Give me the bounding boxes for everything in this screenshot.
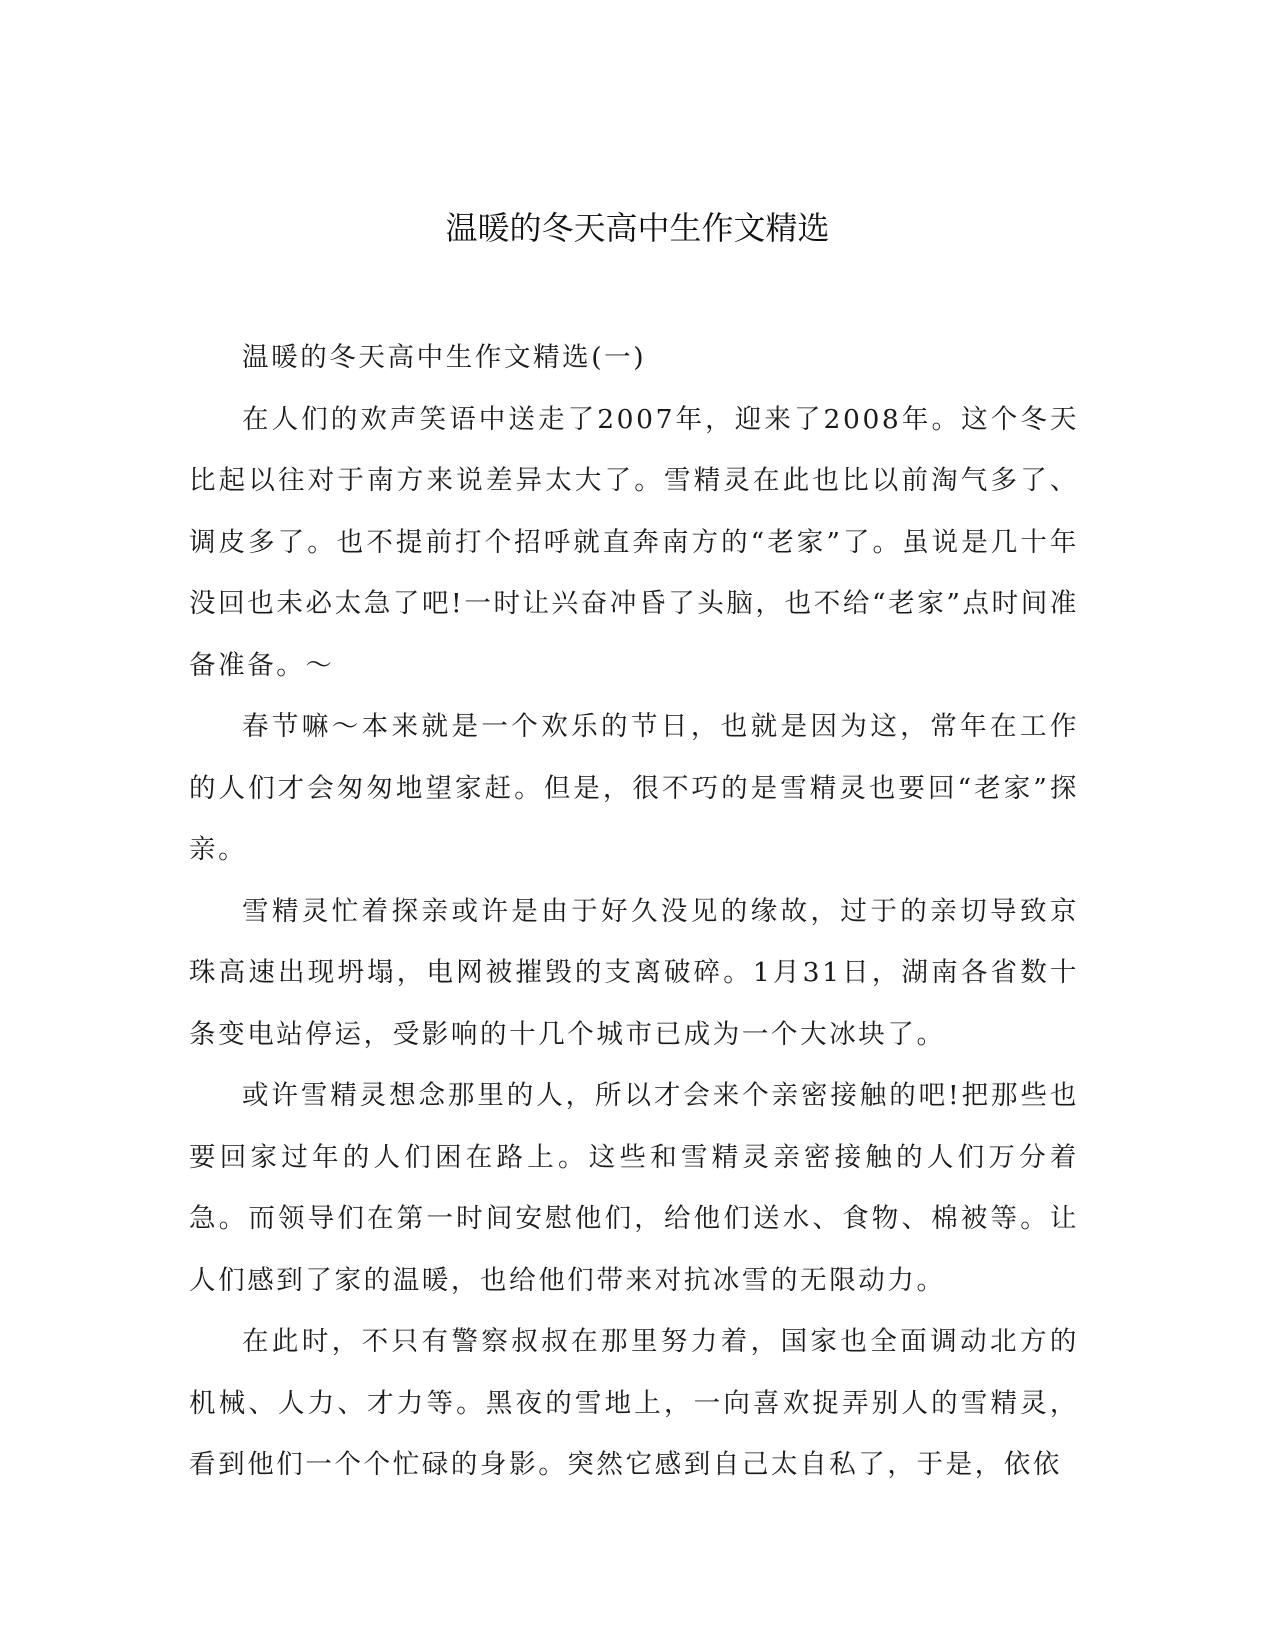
document-title: 温暖的冬天高中生作文精选 — [445, 209, 830, 247]
document-body — [189, 327, 1079, 1496]
paragraph: 在人们的欢声笑语中送走了2007年，迎来了2008年。这个冬天比起以往对于南方来说差异太大了。雪精灵在此也比以前淘气多了、调皮多了。也不提前打个招呼就直奔南方的“老家”了。虽说是几十年没回也未必太急了吧!一时让兴奋冲昏了头脑，也不给“老家”点时间准备准备。～ — [189, 403, 1079, 681]
paragraph: 雪精灵忙着探亲或许是由于好久没见的缘故，过于的亲切导致京珠高速出现坍塌，电网被摧毁的支离破碎。1月31日，湖南各省数十条变电站停运，受影响的十几个城市已成为一个大冰块了。 — [189, 895, 1079, 1050]
section-heading: 温暖的冬天高中生作文精选(一) — [242, 342, 647, 373]
paragraph: 在此时，不只有警察叔叔在那里努力着，国家也全面调动北方的机械、人力、才力等。黑夜的雪地上，一向喜欢捉弄别人的雪精灵，看到他们一个个忙碌的身影。突然它感到自己太自私了，于是，依依 — [189, 1326, 1079, 1480]
paragraph: 或许雪精灵想念那里的人，所以才会来个亲密接触的吧!把那些也要回家过年的人们困在路上。这些和雪精灵亲密接触的人们万分着急。而领导们在第一时间安慰他们，给他们送水、食物、棉被等。让人们感到了家的温暖，也给他们带来对抗冰雪的无限动力。 — [189, 1080, 1079, 1296]
paragraph: 春节嘛～本来就是一个欢乐的节日，也就是因为这，常年在工作的人们才会匆匆地望家赶。但是，很不巧的是雪精灵也要回“老家”探亲。 — [189, 711, 1079, 865]
